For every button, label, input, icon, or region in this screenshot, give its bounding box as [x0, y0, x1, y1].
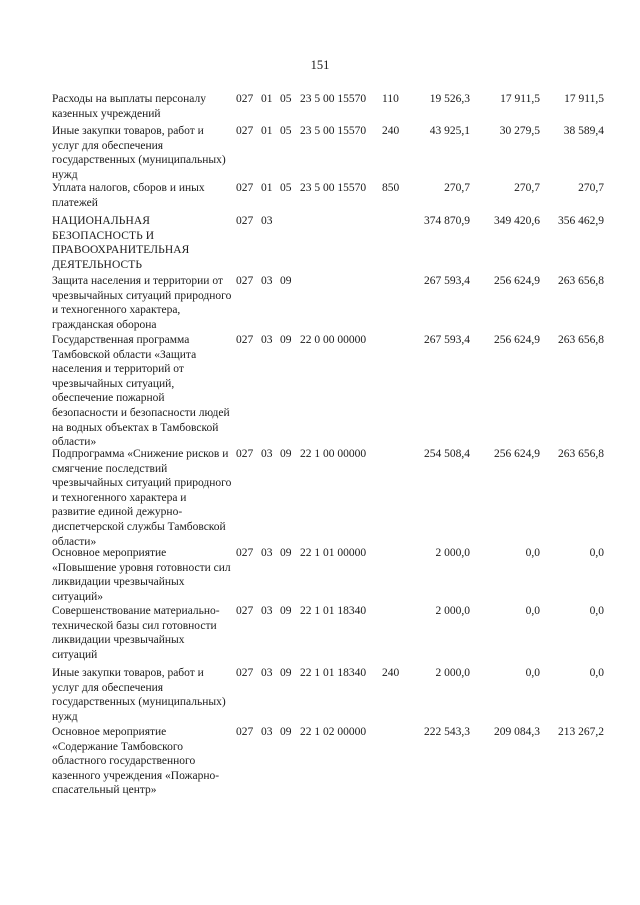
- row-name: Иные закупки товаров, работ и услуг для обеспечения государственных (муниципальных) нужд: [52, 125, 226, 181]
- row-value-3: 0,0: [589, 605, 604, 617]
- row-value-3: 38 589,4: [563, 125, 604, 137]
- row-vr-code: 850: [382, 182, 400, 194]
- row-value-1: 2 000,0: [435, 667, 470, 679]
- row-value-2: 30 279,5: [499, 125, 540, 137]
- row-rz-code: 03: [261, 667, 273, 679]
- row-value-2: 17 911,5: [500, 93, 540, 105]
- row-value-3: 263 656,8: [558, 334, 604, 346]
- row-vr-code: 240: [382, 125, 400, 137]
- row-pr-code: 09: [280, 667, 292, 679]
- row-pr-code: 09: [280, 605, 292, 617]
- row-csr-code: 22 1 01 18340: [300, 667, 367, 679]
- row-pr-code: 09: [280, 448, 292, 460]
- row-value-1: 43 925,1: [429, 125, 470, 137]
- row-rz-code: 03: [261, 334, 273, 346]
- row-value-3: 213 267,2: [558, 726, 604, 738]
- row-gr-code: 027: [236, 547, 254, 559]
- row-name: Государственная программа Тамбовской области «Защита населения и территорий от чрезвычайных ситуаций, обеспечение пожарной безопасности и безопасности людей на водных объектах в Тамбовской области»: [52, 334, 230, 449]
- row-value-3: 263 656,8: [558, 275, 604, 287]
- row-value-2: 270,7: [514, 182, 540, 194]
- row-value-1: 2 000,0: [435, 547, 470, 559]
- row-value-2: 349 420,6: [494, 215, 540, 227]
- row-value-1: 267 593,4: [424, 275, 470, 287]
- row-gr-code: 027: [236, 334, 254, 346]
- row-name: НАЦИОНАЛЬНАЯ БЕЗОПАСНОСТЬ И ПРАВООХРАНИТЕЛЬНАЯ ДЕЯТЕЛЬНОСТЬ: [52, 215, 190, 271]
- row-vr-code: 110: [382, 93, 399, 105]
- row-rz-code: 03: [261, 605, 273, 617]
- row-value-2: 209 084,3: [494, 726, 540, 738]
- row-gr-code: 027: [236, 275, 254, 287]
- row-rz-code: 03: [261, 215, 273, 227]
- row-csr-code: 23 5 00 15570: [300, 125, 367, 137]
- row-rz-code: 01: [261, 125, 273, 137]
- page-number: 151: [310, 58, 330, 72]
- row-csr-code: 22 1 01 00000: [300, 547, 367, 559]
- row-name: Основное мероприятие «Содержание Тамбовского областного государственного казенного учреждения «Пожарно-спасательный центр»: [52, 726, 220, 797]
- row-value-3: 17 911,5: [564, 93, 604, 105]
- row-csr-code: 22 1 02 00000: [300, 726, 367, 738]
- row-rz-code: 03: [261, 547, 273, 559]
- row-rz-code: 03: [261, 275, 273, 287]
- row-vr-code: 240: [382, 667, 400, 679]
- row-value-1: 374 870,9: [424, 215, 470, 227]
- row-rz-code: 03: [261, 726, 273, 738]
- row-pr-code: 05: [280, 182, 292, 194]
- row-pr-code: 09: [280, 726, 292, 738]
- row-value-3: 356 462,9: [558, 215, 604, 227]
- row-gr-code: 027: [236, 215, 254, 227]
- row-name: Иные закупки товаров, работ и услуг для обеспечения государственных (муниципальных) нужд: [52, 667, 226, 723]
- row-value-1: 2 000,0: [435, 605, 470, 617]
- row-name: Уплата налогов, сборов и иных платежей: [52, 182, 205, 209]
- row-value-1: 222 543,3: [424, 726, 470, 738]
- row-name: Основное мероприятие «Повышение уровня готовности сил ликвидации чрезвычайных ситуаций»: [52, 547, 231, 603]
- row-value-1: 270,7: [444, 182, 470, 194]
- row-value-2: 0,0: [525, 667, 540, 679]
- row-pr-code: 09: [280, 334, 292, 346]
- row-value-1: 19 526,3: [429, 93, 470, 105]
- row-rz-code: 03: [261, 448, 273, 460]
- row-rz-code: 01: [261, 182, 273, 194]
- row-csr-code: 22 1 00 00000: [300, 448, 367, 460]
- row-value-2: 256 624,9: [494, 275, 540, 287]
- row-gr-code: 027: [236, 93, 254, 105]
- row-csr-code: 22 0 00 00000: [300, 334, 367, 346]
- row-value-3: 0,0: [589, 667, 604, 679]
- row-value-2: 256 624,9: [494, 334, 540, 346]
- row-value-2: 256 624,9: [494, 448, 540, 460]
- row-name: Совершенствование материально-технической базы сил готовности ликвидации чрезвычайных ситуаций: [52, 605, 220, 661]
- row-gr-code: 027: [236, 605, 254, 617]
- row-name: Защита населения и территории от чрезвычайных ситуаций природного и техногенного характера, гражданская оборона: [52, 275, 232, 331]
- row-pr-code: 05: [280, 125, 292, 137]
- row-value-3: 0,0: [589, 547, 604, 559]
- row-gr-code: 027: [236, 667, 254, 679]
- row-pr-code: 05: [280, 93, 292, 105]
- row-pr-code: 09: [280, 547, 292, 559]
- row-name: Подпрограмма «Снижение рисков и смягчение последствий чрезвычайных ситуаций природного и техногенного характера и развитие единой дежурно-диспетчерской службы Тамбовской области»: [52, 448, 232, 548]
- row-gr-code: 027: [236, 726, 254, 738]
- row-value-1: 267 593,4: [424, 334, 470, 346]
- row-rz-code: 01: [261, 93, 273, 105]
- row-value-3: 270,7: [578, 182, 604, 194]
- row-pr-code: 09: [280, 275, 292, 287]
- row-value-3: 263 656,8: [558, 448, 604, 460]
- row-csr-code: 23 5 00 15570: [300, 182, 367, 194]
- row-csr-code: 22 1 01 18340: [300, 605, 367, 617]
- row-value-2: 0,0: [525, 605, 540, 617]
- row-value-1: 254 508,4: [424, 448, 470, 460]
- row-gr-code: 027: [236, 125, 254, 137]
- row-csr-code: 23 5 00 15570: [300, 93, 367, 105]
- row-gr-code: 027: [236, 182, 254, 194]
- row-name: Расходы на выплаты персоналу казенных учреждений: [52, 93, 206, 120]
- row-value-2: 0,0: [525, 547, 540, 559]
- row-gr-code: 027: [236, 448, 254, 460]
